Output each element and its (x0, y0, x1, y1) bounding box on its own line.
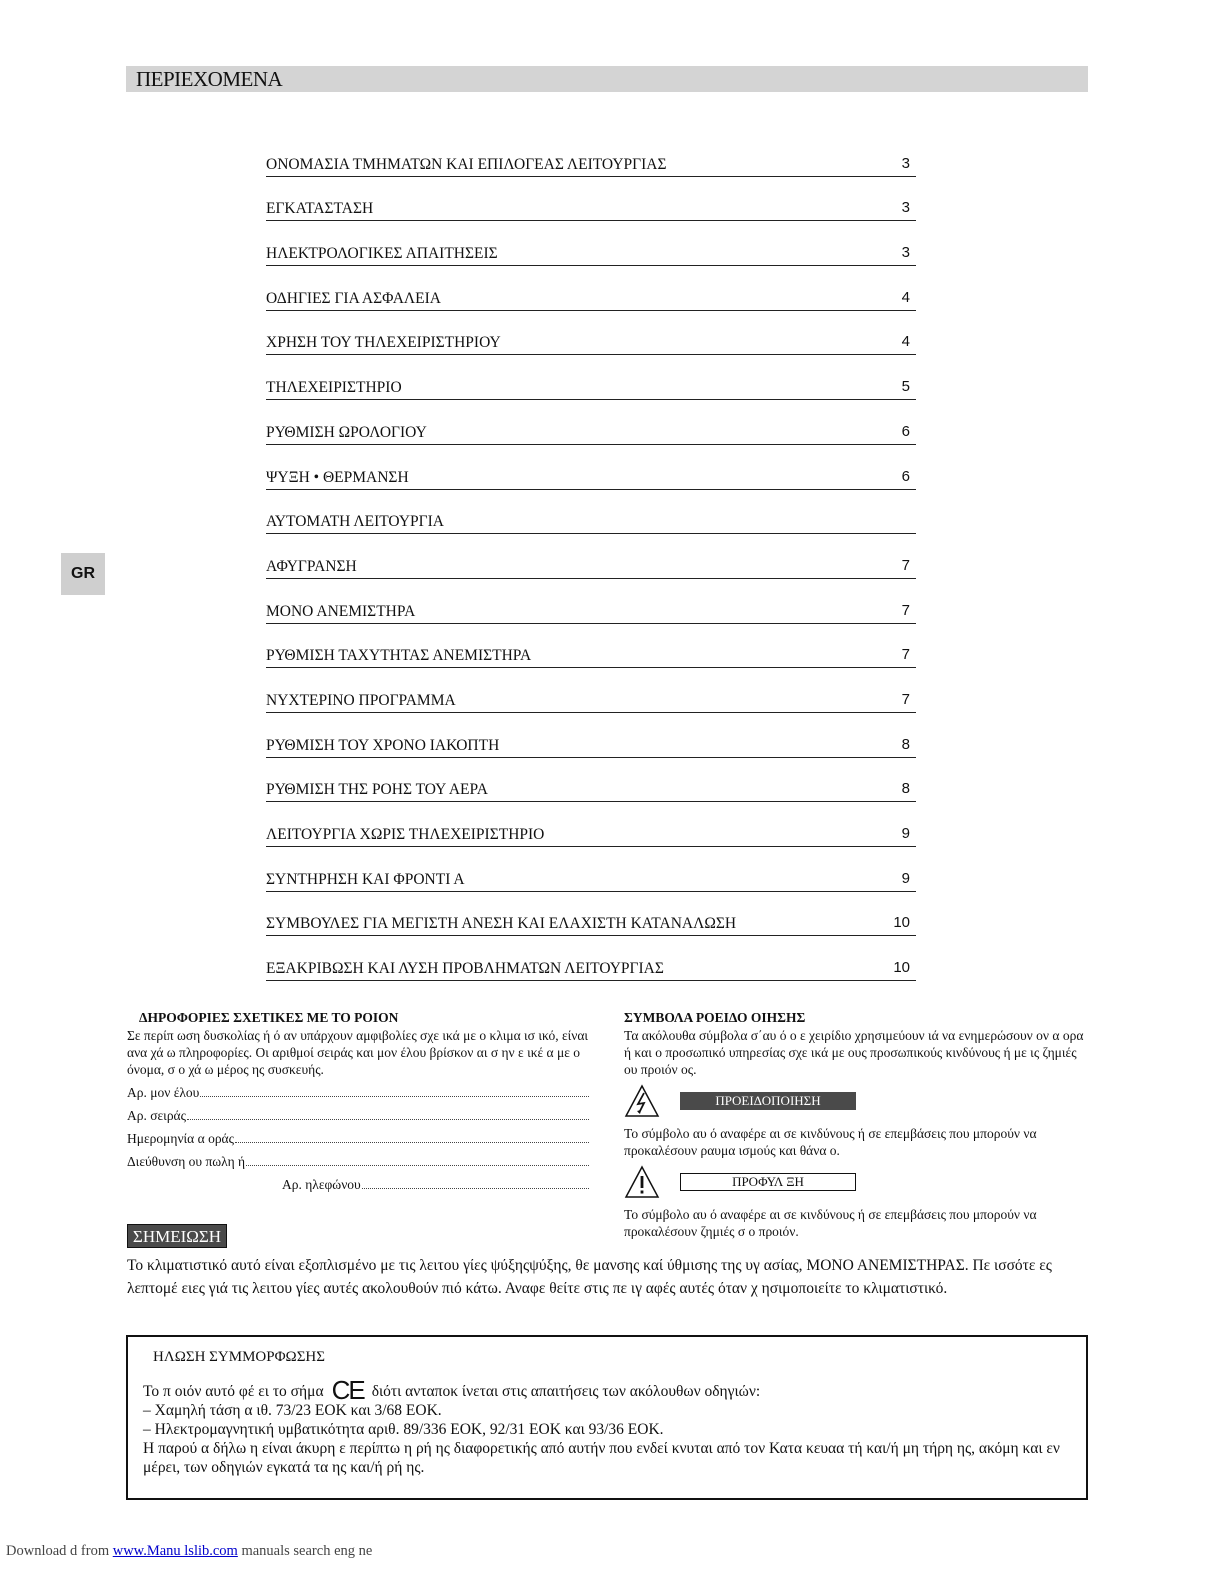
exclamation-triangle-icon (624, 1165, 660, 1199)
toc-title: ΕΞΑΚΡΙΒΩΣΗ ΚΑΙ ΛΥΣΗ ΠΡΟΒΛΗΜΑΤΩΝ ΛΕΙΤΟΥΡΓΙΑΣ (266, 960, 664, 978)
toc-title: ΑΦΥΓΡΑΝΣΗ (266, 557, 357, 575)
toc-row (266, 266, 916, 311)
note-label: ΣΗΜΕΙΩΣΗ (127, 1224, 227, 1248)
toc-page-number: 6 (901, 467, 910, 485)
toc-title: ΡΥΘΜΙΣΗ ΤΗΣ ΡΟΗΣ ΤΟΥ ΑΕΡΑ (266, 781, 488, 799)
language-tab: GR (61, 553, 105, 595)
toc-row (266, 668, 916, 713)
toc-page-number: 3 (901, 154, 910, 172)
note-text: Το κλιματιστικό αυτό είναι εξοπλισμένο με τις λειτου γίες ψύξηςψύξης, θε μανσης καί ύθμισης της υγ ασίας, ΜΟΝΟ ΑΝΕΜΙΣΤΗΡΑΣ. Πε ισσότε ες λεπτομέ ειες γιά τις λειτου γίες αυτές ακολουθούν πιό κάτω. Αναφε θείτε στις πε ιγ αφές αυτές όταν χ ησιμοποιείτε το κλιματιστικό. (127, 1257, 1052, 1297)
fill-in-field (127, 1147, 589, 1170)
field-label: Αρ. μον έλου (127, 1085, 200, 1100)
toc-title: ΨΥΞΗ • ΘΕΡΜΑΝΣΗ (266, 468, 409, 486)
table-of-contents (266, 132, 916, 981)
toc-row (266, 892, 916, 937)
fill-in-field (127, 1101, 589, 1124)
declaration-line-1-end: διότι ανταποκ ίνεται στις απαιτήσεις των ακόλουθων οδηγιών: (371, 1383, 761, 1400)
declaration-line-4: Η παρού α δήλω η είναι άκυρη ε περίπτω η ρή ης διαφορετικής από αυτήν που ενδεί κνυται από τον Κατα κευαα τή και/ή μη τήρη ης, ακόμη και εν μέρει, των οδηγιών εγκατά τα ης και/ή ρή ης. (143, 1440, 1060, 1476)
toc-title: ΣΥΝΤΗΡΗΣΗ ΚΑΙ ΦΡΟΝΤΙ Α (266, 870, 465, 888)
toc-title: ΡΥΘΜΙΣΗ ΤΑΧΥΤΗΤΑΣ ΑΝΕΜΙΣΤΗΡΑ (266, 647, 532, 665)
field-dotted-line (200, 1096, 589, 1097)
toc-title: ΣΥΜΒΟΥΛΕΣ ΓΙΑ ΜΕΓΙΣΤΗ ΑΝΕΣΗ ΚΑΙ ΕΛΑΧΙΣΤΗ ΚΑΤΑΝΑΛΩΣΗ (266, 915, 737, 933)
toc-row (266, 579, 916, 624)
field-dotted-line (362, 1188, 589, 1189)
toc-title: ΡΥΘΜΙΣΗ ΩΡΟΛΟΓΙΟΥ (266, 423, 427, 441)
toc-page-number: 3 (901, 199, 910, 217)
field-dotted-line (235, 1142, 589, 1143)
fill-in-field (127, 1124, 589, 1147)
toc-row (266, 936, 916, 981)
toc-page-number: 7 (901, 556, 910, 574)
toc-row (266, 355, 916, 400)
footer-prefix: Download d from (6, 1543, 110, 1559)
toc-page-number: 5 (901, 378, 910, 396)
product-info-heading: ΔΗΡΟΦΟΡΙΕΣ ΣΧΕΤΙΚΕΣ ΜΕ ΤΟ ΡΟΙΟΝ (139, 1010, 399, 1025)
product-info-fields (127, 1078, 589, 1193)
declaration-line-3: – Ηλεκτρομαγνητική υμβατικότητα αριθ. 89/336 ΕΟΚ, 92/31 ΕΟΚ και 93/36 ΕΟΚ. (143, 1421, 664, 1438)
declaration-body (143, 1375, 1073, 1477)
toc-title: ΛΕΙΤΟΥΡΓΙΑ ΧΩΡΙΣ ΤΗΛΕΧΕΙΡΙΣΤΗΡΙΟ (266, 826, 545, 843)
warning-symbol-row (624, 1084, 1088, 1124)
toc-row (266, 713, 916, 758)
toc-row (266, 445, 916, 490)
warning-label: ΠΡΟΕΙΔΟΠΟΙΗΣΗ (680, 1092, 856, 1110)
toc-page-number: 9 (901, 825, 910, 842)
toc-page-number: 8 (901, 735, 910, 753)
toc-page-number: 10 (893, 914, 910, 932)
toc-title: ΗΛΕΚΤΡΟΛΟΓΙΚΕΣ ΑΠΑΙΤΗΣΕΙΣ (266, 245, 498, 263)
toc-title: ΕΓΚΑΤΑΣΤΑΣΗ (266, 200, 374, 218)
caution-label: ΠΡΟΦΥΛ ΞΗ (680, 1173, 856, 1191)
toc-title: ΟΝΟΜΑΣΙΑ ΤΜΗΜΑΤΩΝ ΚΑΙ ΕΠΙΛΟΓΕΑΣ ΛΕΙΤΟΥΡΓΙΑΣ (266, 155, 667, 173)
declaration-line-2: – Χαμηλή τάση α ιθ. 73/23 ΕΟΚ και 3/68 ΕΟΚ. (143, 1402, 442, 1419)
toc-row (266, 847, 916, 892)
toc-row (266, 490, 916, 535)
toc-title: ΜΟΝΟ ΑΝΕΜΙΣΤΗΡΑ (266, 602, 416, 620)
field-label: Ημερομηνία α οράς (127, 1131, 234, 1146)
field-label: Αρ. ηλεφώνου (282, 1177, 361, 1192)
toc-row (266, 311, 916, 356)
toc-page-number: 8 (901, 780, 910, 798)
toc-row (266, 802, 916, 847)
toc-title: ΑΥΤΟΜΑΤΗ ΛΕΙΤΟΥΡΓΙΑ (266, 513, 444, 531)
title-bar (126, 66, 1088, 92)
footer (6, 1543, 372, 1560)
field-dotted-line (187, 1119, 589, 1120)
toc-title: ΡΥΘΜΙΣΗ ΤΟΥ ΧΡΟΝΟ ΙΑΚΟΠΤΗ (266, 736, 500, 754)
toc-row (266, 177, 916, 222)
declaration-box (126, 1335, 1088, 1500)
toc-row (266, 534, 916, 579)
toc-page-number: 7 (901, 690, 910, 708)
ce-mark-icon: CE (331, 1375, 364, 1405)
fill-in-field (127, 1078, 589, 1101)
page-title: ΠΕΡΙΕΧΟΜΕΝΑ (136, 67, 283, 91)
product-info-section (127, 1010, 589, 1193)
warning-text: Το σύμβολο αυ ό αναφέρε αι σε κινδύνους ή σε επεμβάσεις που μπορούν να προκαλέσουν ραυμα ισμούς και θάνα ο. (624, 1126, 1037, 1158)
field-label: Διεύθυνση ου πωλη ή (127, 1154, 246, 1169)
declaration-title: ΗΛΩΣΗ ΣΥΜΜΟΡΦΩΣΗΣ (153, 1349, 325, 1365)
toc-page-number: 3 (901, 244, 910, 262)
toc-row (266, 132, 916, 177)
fill-in-field (127, 1170, 589, 1193)
toc-page-number: 4 (901, 333, 910, 351)
symbols-section (624, 1010, 1088, 1240)
caution-symbol-row (624, 1165, 1088, 1205)
footer-link[interactable]: www.Manu lslib.com (112, 1543, 238, 1559)
toc-page-number: 7 (901, 601, 910, 619)
toc-row (266, 221, 916, 266)
declaration-line-1-start: Το π οιόν αυτό φέ ει το σήμα (143, 1383, 324, 1400)
toc-row (266, 758, 916, 803)
declaration-line-1 (143, 1375, 1073, 1405)
toc-title: ΝΥΧΤΕΡΙΝΟ ΠΡΟΓΡΑΜΜΑ (266, 691, 456, 709)
toc-title: ΟΔΗΓΙΕΣ ΓΙΑ ΑΣΦΑΛΕΙΑ (266, 289, 441, 307)
toc-page-number: 6 (901, 422, 910, 440)
symbols-text: Τα ακόλουθα σύμβολα σ΄αυ ό ο ε χειρίδιο χρησιμεύουν ιά να ενημερώσουν ον α ορα ή και ο προσωπικό υπηρεσίας σχε ικά με ους προσωπικούς κινδύνους ή με ις ζημιές ου προιόν ος. (624, 1028, 1084, 1077)
toc-title: ΤΗΛΕΧΕΙΡΙΣΤΗΡΙΟ (266, 379, 402, 397)
caution-text: Το σύμβολο αυ ό αναφέρε αι σε κινδύνους ή σε επεμβάσεις που μπορούν να προκαλέσουν ζημιές σ ο προιόν. (624, 1207, 1037, 1239)
toc-page-number: 10 (893, 959, 910, 977)
toc-row (266, 400, 916, 445)
toc-page-number: 9 (901, 869, 910, 887)
electric-hazard-icon (624, 1084, 660, 1118)
field-dotted-line (246, 1165, 589, 1166)
toc-page-number: 7 (901, 646, 910, 664)
symbols-heading: ΣΥΜΒΟΛΑ ΡΟΕΙΔΟ ΟΙΗΣΗΣ (624, 1010, 806, 1025)
field-label: Αρ. σειράς (127, 1108, 186, 1123)
product-info-text: Σε περίπ ωση δυσκολίας ή ό αν υπάρχουν αμφιβολίες σχε ικά με ο κλιμα ισ ικό, είναι ανα χά ω πληροφορίες. Οι αριθμοί σειράς και μον έλου βρίσκον αι σ ην ε ικέ α με ο όνομα, σ ο χά ω μέρος ης συσκευής. (127, 1028, 589, 1077)
toc-row (266, 624, 916, 669)
footer-suffix: manuals search eng ne (241, 1543, 373, 1559)
toc-page-number: 4 (901, 288, 910, 306)
toc-title: ΧΡΗΣΗ ΤΟΥ ΤΗΛΕΧΕΙΡΙΣΤΗΡΙΟΥ (266, 334, 501, 352)
